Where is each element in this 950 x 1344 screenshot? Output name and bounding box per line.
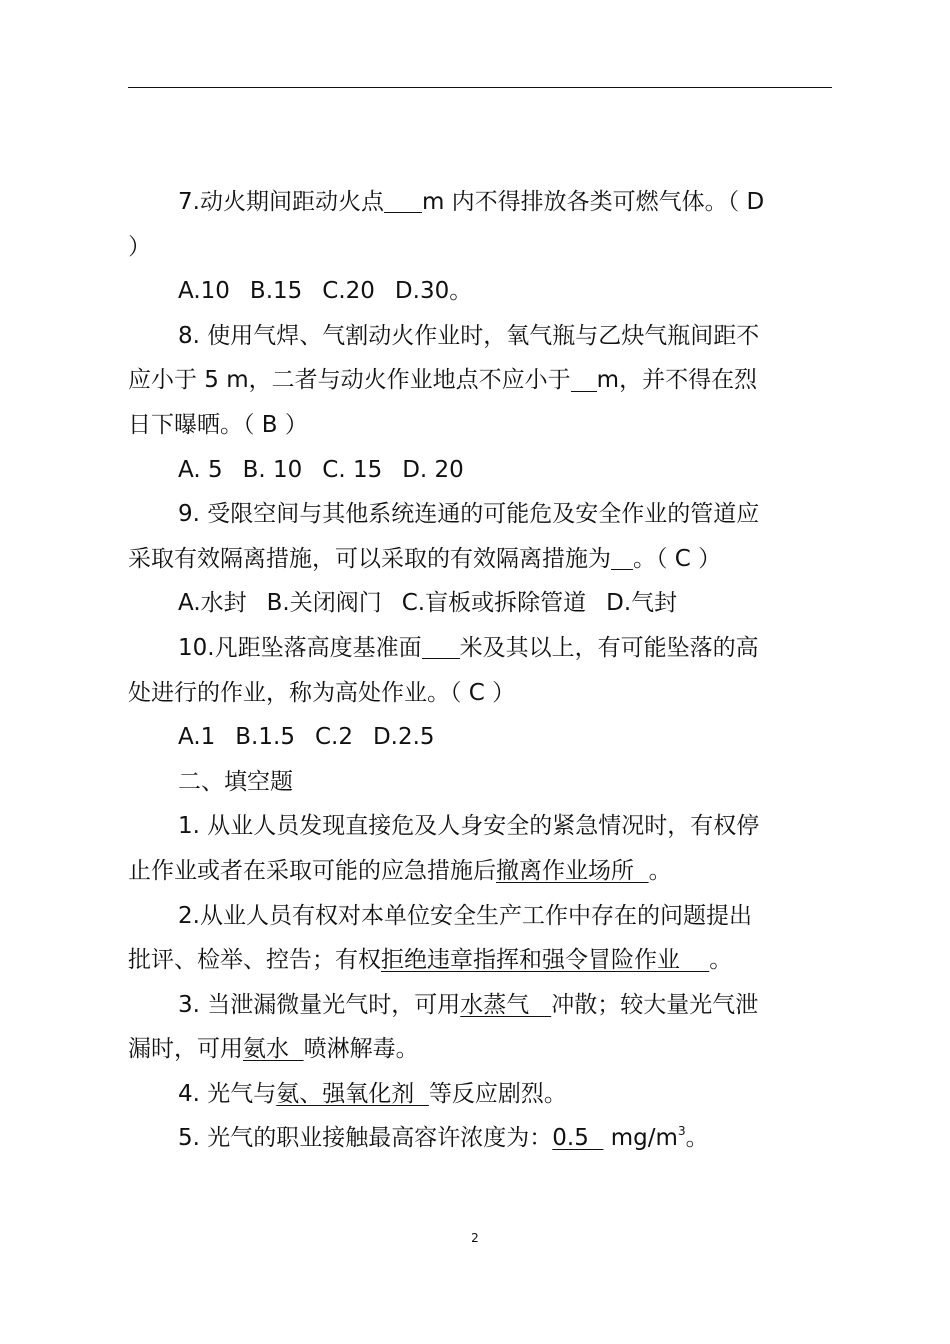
q10-options (128, 715, 832, 760)
f3-text-1a: 3. 当泄漏微量光气时，可用 (178, 991, 461, 1018)
q8-option-c: C. 15 (322, 456, 383, 483)
q7-option-b: B.15 (249, 278, 303, 305)
q8-text-2a: 应小于 5 m，二者与动火作业地点不应小于 (128, 367, 571, 394)
f3-text-2a: 漏时，可用 (128, 1036, 243, 1063)
q9-blank (611, 545, 633, 570)
q10-line1 (128, 626, 832, 671)
q7-option-d: D.30。 (394, 278, 473, 305)
f2-line2 (128, 938, 832, 983)
q8-option-a: A. 5 (178, 456, 223, 483)
f2-answer: 拒绝违章指挥和强令冒险作业 (381, 947, 710, 974)
q8-option-b: B. 10 (242, 456, 303, 483)
q9-options (128, 581, 832, 626)
q7-blank (384, 188, 422, 213)
q7-options (128, 269, 832, 314)
q8-text-2b: m，并不得在烈 (596, 367, 758, 394)
f4-text-1b: 等反应剧烈。 (428, 1080, 567, 1107)
f4-line1 (128, 1072, 832, 1117)
f4-answer: 氨、强氧化剂 (276, 1080, 429, 1107)
q8-text-1: 8. 使用气焊、气割动火作业时，氧气瓶与乙炔气瓶间距不 (178, 322, 760, 349)
q7-text: 7.动火期间距动火点 (178, 189, 384, 215)
f1-text-2a: 止作业或者在采取可能的应急措施后 (128, 857, 496, 884)
q9-option-d: D.气封 (606, 590, 678, 617)
f1-answer: 撤离作业场所 (496, 857, 649, 884)
f5-answer: 0.5 (552, 1125, 604, 1152)
q10-blank (422, 634, 460, 659)
section-heading-fill-in (128, 760, 832, 805)
f5-text-1b: 。 (685, 1125, 709, 1152)
f5-line1 (128, 1116, 832, 1161)
page-number: 2 (471, 1231, 479, 1245)
f3-line1 (128, 983, 832, 1028)
q8-line2 (128, 358, 832, 403)
q7-line2 (128, 225, 832, 270)
q8-text-3: 日下曝晒。（ B ） (128, 411, 308, 438)
f2-line1 (128, 894, 832, 939)
q8-line1 (128, 314, 832, 359)
q9-line1 (128, 492, 832, 537)
f5-unit: mg/m (603, 1125, 678, 1152)
f3-text-1b: 冲散；较大量光气泄 (551, 991, 759, 1018)
q8-option-d: D. 20 (402, 456, 464, 483)
q9-text-2b: 。（ C ） (633, 545, 722, 572)
q10-text-1a: 10.凡距坠落高度基准面 (178, 634, 422, 661)
f2-text-2b: 。 (709, 947, 733, 974)
f1-line2 (128, 849, 832, 894)
q9-text-1: 9. 受限空间与其他系统连通的可能危及安全作业的管道应 (178, 501, 760, 528)
f3-answer-1: 水蒸气 (460, 991, 552, 1018)
f2-text-1: 2.从业人员有权对本单位安全生产工作中存在的问题提出 (178, 902, 752, 929)
f1-text-2b: 。 (648, 857, 672, 884)
f1-text-1: 1. 从业人员发现直接危及人身安全的紧急情况时，有权停 (178, 813, 760, 840)
f4-text-1a: 4. 光气与 (178, 1080, 277, 1107)
q8-options (128, 448, 832, 493)
q7-text-2: m 内不得排放各类可燃气体。（ D (421, 189, 765, 215)
q10-option-c: C.2 (314, 724, 353, 751)
section-heading-text: 二、填空题 (178, 768, 293, 795)
f5-text-1a: 5. 光气的职业接触最高容许浓度为： (178, 1125, 553, 1152)
q10-line2 (128, 671, 832, 716)
q7-line1 (128, 180, 832, 225)
q9-option-a: A.水封 (178, 590, 247, 617)
f2-text-2a: 批评、检举、控告；有权 (128, 947, 381, 974)
f5-unit-exponent: 3 (677, 1124, 686, 1139)
f3-text-2b: 喷淋解毒。 (303, 1036, 419, 1063)
q10-text-2: 处进行的作业，称为高处作业。（ C ） (128, 679, 516, 706)
q10-option-b: B.1.5 (235, 724, 295, 751)
q7-close-paren: ） (128, 233, 151, 260)
q9-option-c: C.盲板或拆除管道 (401, 590, 587, 617)
q9-option-b: B.关闭阀门 (266, 590, 382, 617)
q8-line3 (128, 403, 832, 448)
header-rule (128, 87, 832, 88)
q10-text-1b: 米及其以上，有可能坠落的高 (459, 634, 759, 661)
f1-line1 (128, 804, 832, 849)
q10-option-a: A.1 (178, 724, 216, 751)
q10-option-d: D.2.5 (372, 724, 435, 751)
q7-option-c: C.20 (322, 278, 375, 305)
document-body (128, 180, 832, 1161)
f3-answer-2: 氨水 (243, 1036, 304, 1063)
q7-option-a: A.10 (178, 278, 230, 305)
q9-text-2a: 采取有效隔离措施，可以采取的有效隔离措施为 (128, 545, 611, 572)
f3-line2 (128, 1027, 832, 1072)
q8-blank (571, 366, 597, 391)
q9-line2 (128, 537, 832, 582)
